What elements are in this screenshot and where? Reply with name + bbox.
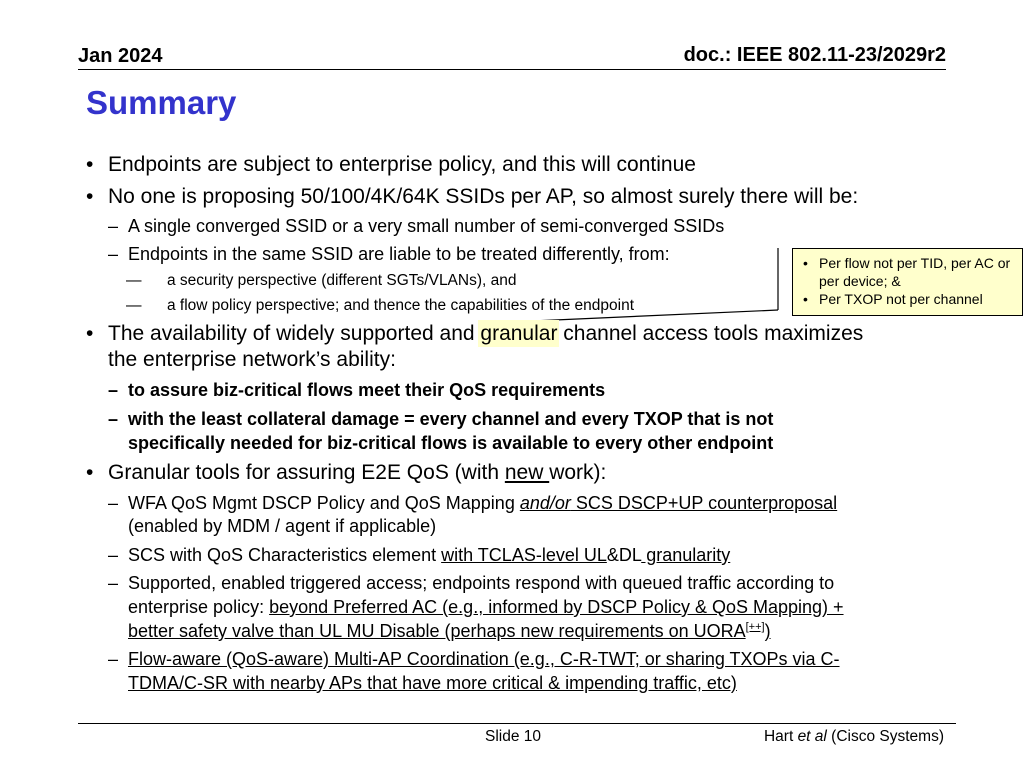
dash-marker: –: [108, 493, 119, 513]
bullet-dot: •: [86, 322, 94, 345]
dash-marker: –: [108, 573, 119, 593]
emdash-marker: —: [126, 272, 142, 289]
bullet-dot: •: [86, 153, 94, 176]
bullet-4-3a: Supported, enabled triggered access; endpoints respond with queued traffic according to: [128, 573, 835, 593]
bullet-3-2b: specifically needed for biz-critical flows is available to every other endpoint: [128, 433, 774, 453]
bullet-2-1: A single converged SSID or a very small number of semi-converged SSIDs: [128, 216, 725, 236]
slide-title: Summary: [86, 84, 237, 121]
bullet-3-cont: the enterprise network’s ability:: [108, 348, 396, 371]
bullet-2-2-1: a security perspective (different SGTs/VLANs), and: [167, 272, 517, 289]
bullet-4-1b: (enabled by MDM / agent if applicable): [128, 516, 437, 536]
bullet-dot: •: [86, 185, 94, 208]
header-divider: [78, 69, 946, 70]
doc-id: doc.: IEEE 802.11-23/2029r2: [683, 44, 946, 66]
header-date: Jan 2024: [78, 45, 163, 67]
highlight-granular: granular: [480, 322, 558, 345]
bullet-1: Endpoints are subject to enterprise policy, and this will continue: [108, 153, 696, 176]
callout-item-1: • Per flow not per TID, per AC or per device; &: [803, 255, 1011, 289]
dash-marker: –: [108, 409, 119, 429]
emdash-marker: —: [126, 297, 142, 314]
bullet-dot: •: [86, 461, 94, 484]
dash-marker: –: [108, 545, 119, 565]
dash-marker: –: [108, 216, 119, 236]
bullet-4-2: SCS with QoS Characteristics element with TCLAS-level UL&DL granularity: [128, 545, 731, 565]
bullet-4-1a: WFA QoS Mgmt DSCP Policy and QoS Mapping and/or SCS DSCP+UP counterproposal: [128, 493, 838, 513]
bullet-2-2: Endpoints in the same SSID are liable to be treated differently, from:: [128, 244, 670, 264]
callout-box: [792, 248, 1023, 316]
callout-item-2: • Per TXOP not per channel: [803, 291, 983, 307]
bullet-4-3b: enterprise policy: beyond Preferred AC (e.g., informed by DSCP Policy & QoS Mapping) +: [128, 597, 844, 617]
slide-number: Slide 10: [485, 728, 542, 745]
dash-marker: –: [108, 380, 119, 400]
bullet-4-4a: Flow-aware (QoS-aware) Multi-AP Coordination (e.g., C-R-TWT; or sharing TXOPs via C-: [128, 649, 840, 669]
author-credit: Hart et al (Cisco Systems): [763, 728, 944, 745]
bullet-3: The availability of widely supported and granular channel access tools maximizes: [108, 322, 864, 345]
bullet-4-4b: TDMA/C-SR with nearby APs that have more critical & impending traffic, etc): [128, 673, 737, 693]
bullet-3-2a: with the least collateral damage = every channel and every TXOP that is not: [128, 409, 774, 429]
dash-marker: –: [108, 649, 119, 669]
bullet-4-3c: better safety valve than UL MU Disable (perhaps new requirements on UORA[++]): [128, 621, 771, 641]
bullet-3-1: to assure biz-critical flows meet their QoS requirements: [128, 380, 606, 400]
dash-marker: –: [108, 244, 119, 264]
bullet-2: No one is proposing 50/100/4K/64K SSIDs per AP, so almost surely there will be:: [108, 185, 859, 208]
bullet-4: Granular tools for assuring E2E QoS (with new work):: [108, 461, 607, 484]
footer-divider: [78, 723, 956, 724]
bullet-2-2-2: a flow policy perspective; and thence the capabilities of the endpoint: [167, 297, 635, 314]
callout-connector: [500, 240, 800, 330]
